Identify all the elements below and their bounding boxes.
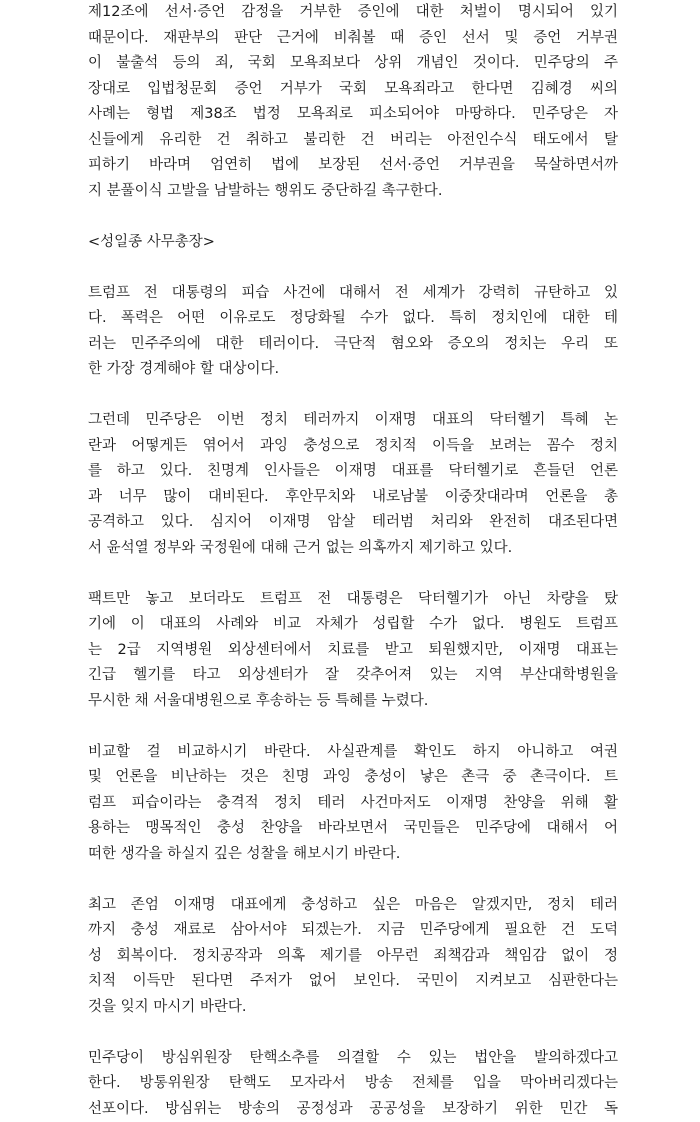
text-line: 란과 어떻게든 엮어서 과잉 충성으로 정치적 이득을 보려는 꼼수 정치 xyxy=(88,434,618,460)
paragraph xyxy=(88,587,618,715)
text-line: 신들에게 유리한 건 취하고 불리한 건 버리는 아전인수식 태도에서 탈 xyxy=(88,128,618,154)
text-line: 다. 폭력은 어떤 이유로도 정당화될 수가 없다. 특히 정치인에 대한 테 xyxy=(88,306,618,332)
text-line: 용하는 맹목적인 충성 찬양을 바라보면서 국민들은 민주당에 대해서 어 xyxy=(88,816,618,842)
paragraph xyxy=(88,740,618,868)
text-line: 는 2급 지역병원 외상센터에서 치료를 받고 퇴원했지만, 이재명 대표는 xyxy=(88,638,618,664)
text-line: 긴급 헬기를 타고 외상센터가 잘 갖추어져 있는 지역 부산대학병원을 xyxy=(88,663,618,689)
paragraph xyxy=(88,1046,618,1122)
text-line: 까지 충성 재료로 삼아서야 되겠는가. 지금 민주당에게 필요한 건 도덕 xyxy=(88,918,618,944)
text-line: 그런데 민주당은 이번 정치 테러까지 이재명 대표의 닥터헬기 특혜 논 xyxy=(88,408,618,434)
text-line: 지 분풀이식 고발을 남발하는 행위도 중단하길 촉구한다. xyxy=(88,179,618,205)
text-line: 것을 잊지 마시기 바란다. xyxy=(88,995,618,1021)
text-line: 팩트만 놓고 보더라도 트럼프 전 대통령은 닥터헬기가 아닌 차량을 탔 xyxy=(88,587,618,613)
text-line: 트럼프 전 대통령의 피습 사건에 대해서 전 세계가 강력히 규탄하고 있 xyxy=(88,281,618,307)
paragraph-spacer xyxy=(88,204,618,230)
paragraph-spacer xyxy=(88,867,618,893)
text-line: 때문이다. 재판부의 판단 근거에 비춰볼 때 증인 선서 및 증언 거부권 xyxy=(88,26,618,52)
text-line: 이 불출석 등의 죄, 국회 모욕죄보다 상위 개념인 것이다. 민주당의 주 xyxy=(88,51,618,77)
text-line: 민주당이 방심위원장 탄핵소추를 의결할 수 있는 법안을 발의하겠다고 xyxy=(88,1046,618,1072)
text-line: 비교할 걸 비교하시기 바란다. 사실관계를 확인도 하지 아니하고 여권 xyxy=(88,740,618,766)
paragraph-spacer xyxy=(88,1020,618,1046)
text-line: 선포이다. 방심위는 방송의 공정성과 공공성을 보장하기 위한 민간 독 xyxy=(88,1097,618,1122)
document-body xyxy=(88,0,618,1122)
text-line: 과 너무 많이 대비된다. 후안무치와 내로남불 이중잣대라며 언론을 총 xyxy=(88,485,618,511)
text-line: 한 가장 경계해야 할 대상이다. xyxy=(88,357,618,383)
text-line: 한다. 방통위원장 탄핵도 모자라서 방송 전체를 입을 막아버리겠다는 xyxy=(88,1071,618,1097)
paragraph xyxy=(88,230,618,256)
text-line: 를 하고 있다. 친명계 인사들은 이재명 대표를 닥터헬기로 흔들던 언론 xyxy=(88,459,618,485)
text-line: 및 언론을 비난하는 것은 친명 과잉 충성이 낳은 촌극 중 촌극이다. 트 xyxy=(88,765,618,791)
text-line: 기에 이 대표의 사례와 비교 자체가 성립할 수가 없다. 병원도 트럼프 xyxy=(88,612,618,638)
text-line: 무시한 채 서울대병원으로 후송하는 등 특혜를 누렸다. xyxy=(88,689,618,715)
paragraph xyxy=(88,408,618,561)
text-line: <성일종 사무총장> xyxy=(88,230,618,256)
text-line: 서 윤석열 정부와 국정원에 대해 근거 없는 의혹까지 제기하고 있다. xyxy=(88,536,618,562)
text-line: 피하기 바라며 엄연히 법에 보장된 선서·증언 거부권을 묵살하면서까 xyxy=(88,153,618,179)
text-line: 최고 존엄 이재명 대표에게 충성하고 싶은 마음은 알겠지만, 정치 테러 xyxy=(88,893,618,919)
text-line: 치적 이득만 된다면 주저가 없어 보인다. 국민이 지켜보고 심판한다는 xyxy=(88,969,618,995)
paragraph-spacer xyxy=(88,561,618,587)
text-line: 사례는 형법 제38조 법정 모욕죄로 피소되어야 마땅하다. 민주당은 자 xyxy=(88,102,618,128)
paragraph-spacer xyxy=(88,383,618,409)
text-line: 제12조에 선서·증언 감정을 거부한 증인에 대한 처벌이 명시되어 있기 xyxy=(88,0,618,26)
paragraph-spacer xyxy=(88,714,618,740)
text-line: 장대로 입법청문회 증언 거부가 국회 모욕죄라고 한다면 김혜경 씨의 xyxy=(88,77,618,103)
text-line: 공격하고 있다. 심지어 이재명 암살 테러범 처리와 완전히 대조된다면 xyxy=(88,510,618,536)
text-line: 성 회복이다. 정치공작과 의혹 제기를 아무런 죄책감과 책임감 없이 정 xyxy=(88,944,618,970)
paragraph xyxy=(88,281,618,383)
text-line: 럼프 피습이라는 충격적 정치 테러 사건마저도 이재명 찬양을 위해 활 xyxy=(88,791,618,817)
paragraph-spacer xyxy=(88,255,618,281)
paragraph xyxy=(88,0,618,204)
text-line: 떠한 생각을 하실지 깊은 성찰을 해보시기 바란다. xyxy=(88,842,618,868)
paragraph xyxy=(88,893,618,1021)
text-line: 러는 민주주의에 대한 테러이다. 극단적 혐오와 증오의 정치는 우리 또 xyxy=(88,332,618,358)
